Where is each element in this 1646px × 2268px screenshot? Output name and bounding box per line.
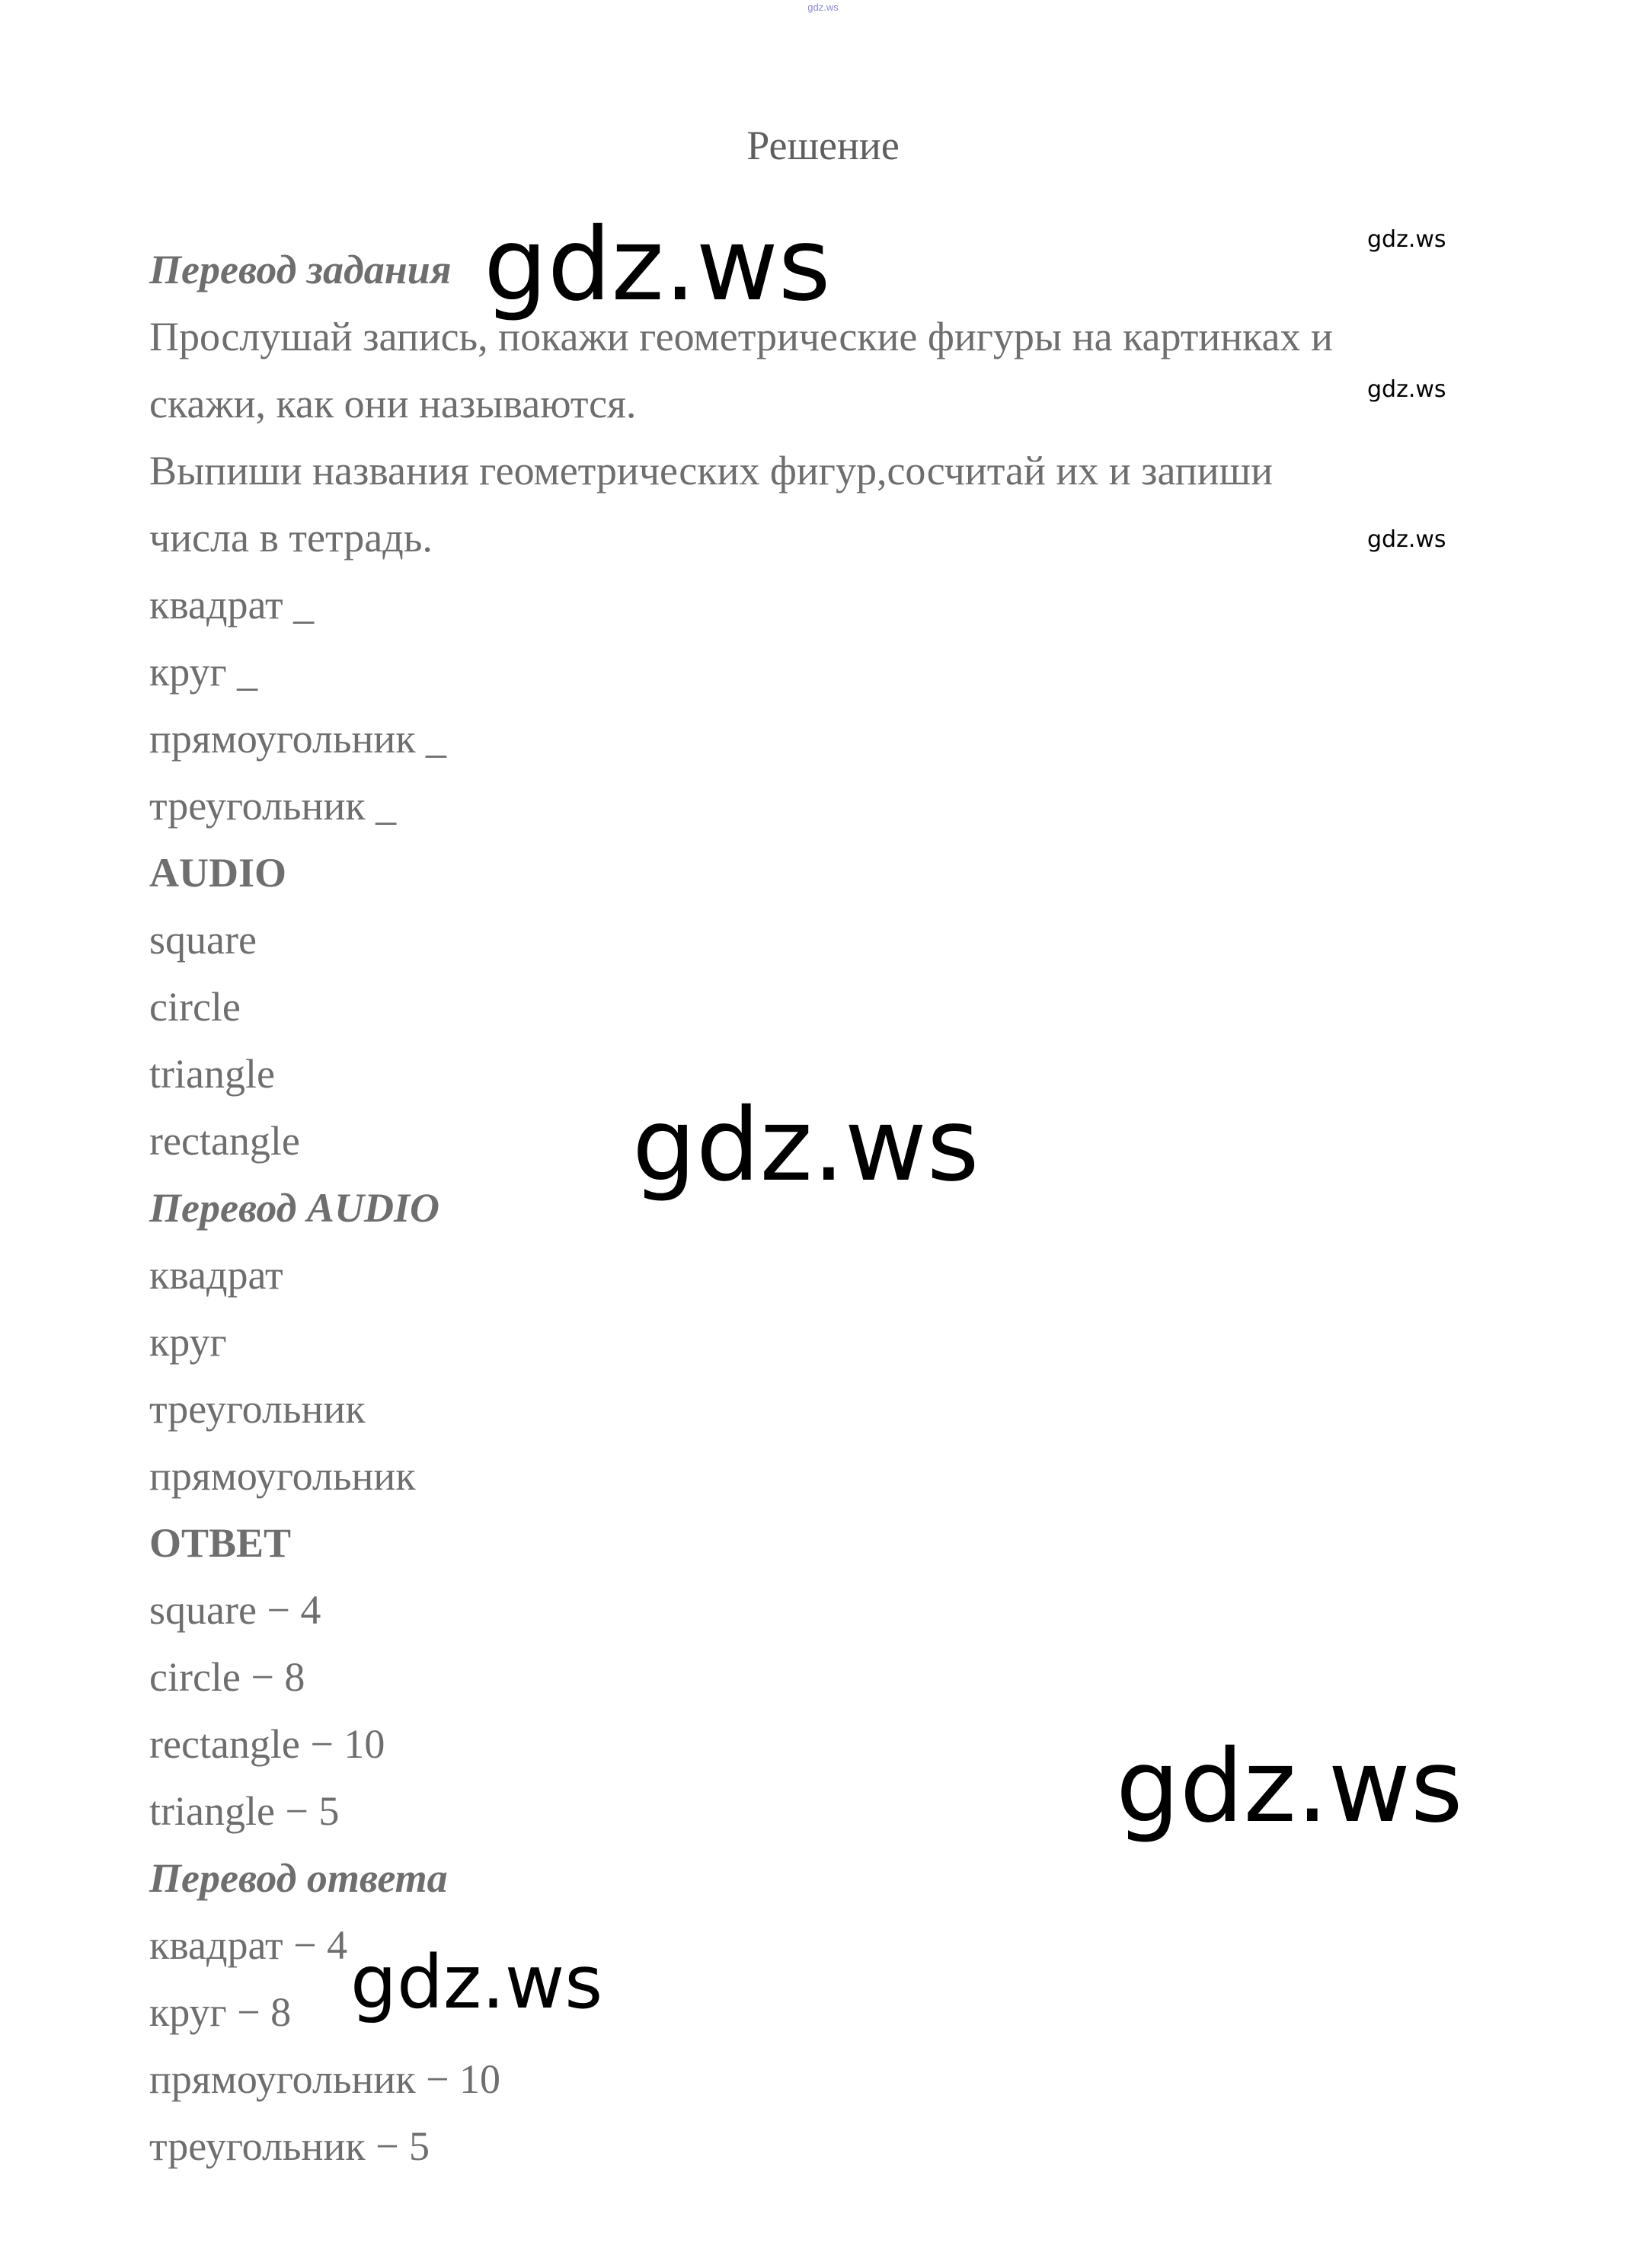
watermark: gdz.ws [484,206,831,324]
answer-heading: ОТВЕТ [149,1520,292,1566]
task-line: Прослушай запись, покажи геометрические фигуры на картинках и [149,314,1333,359]
audio-translation-line: прямоугольник [149,1453,416,1499]
audio-line: triangle [149,1051,275,1097]
watermark: gdz.ws [1367,376,1446,403]
answer-line: rectangle − 10 [149,1721,385,1767]
answer-translation-line: треугольник − 5 [149,2123,430,2169]
audio-line: rectangle [149,1118,300,1164]
page-title: Решение [746,123,900,168]
audio-translation-line: квадрат [149,1252,283,1298]
answer-translation-heading: Перевод ответа [149,1855,448,1901]
answer-translation-line: круг − 8 [149,1989,292,2035]
watermark: gdz.ws [1367,526,1446,553]
audio-line: circle [149,984,241,1030]
task-line: числа в тетрадь. [149,515,433,561]
task-line: круг _ [149,649,258,695]
solution-body [149,236,1482,2180]
task-line: скажи, как они называются. [149,381,637,426]
answer-translation-line: прямоугольник − 10 [149,2056,501,2102]
answer-line: square − 4 [149,1587,321,1633]
task-line: прямоугольник _ [149,716,447,762]
task-line: треугольник _ [149,783,397,829]
audio-translation-line: треугольник [149,1386,366,1432]
watermark: gdz.ws [350,1940,603,2025]
task-translation-heading: Перевод задания [149,247,452,292]
task-line: квадрат _ [149,582,315,628]
answer-translation-line: квадрат − 4 [149,1922,348,1968]
audio-heading: AUDIO [149,850,287,896]
answer-line: circle − 8 [149,1654,305,1700]
audio-line: square [149,917,257,963]
audio-translation-line: круг [149,1319,227,1365]
audio-translation-heading: Перевод AUDIO [149,1185,439,1231]
task-line: Выпиши названия геометрических фигур,сосчитай их и запиши [149,448,1273,494]
watermark: gdz.ws [1367,226,1446,253]
top-watermark: gdz.ws [807,2,839,13]
watermark: gdz.ws [1116,1728,1463,1845]
watermark: gdz.ws [632,1087,980,1204]
answer-line: triangle − 5 [149,1788,340,1834]
